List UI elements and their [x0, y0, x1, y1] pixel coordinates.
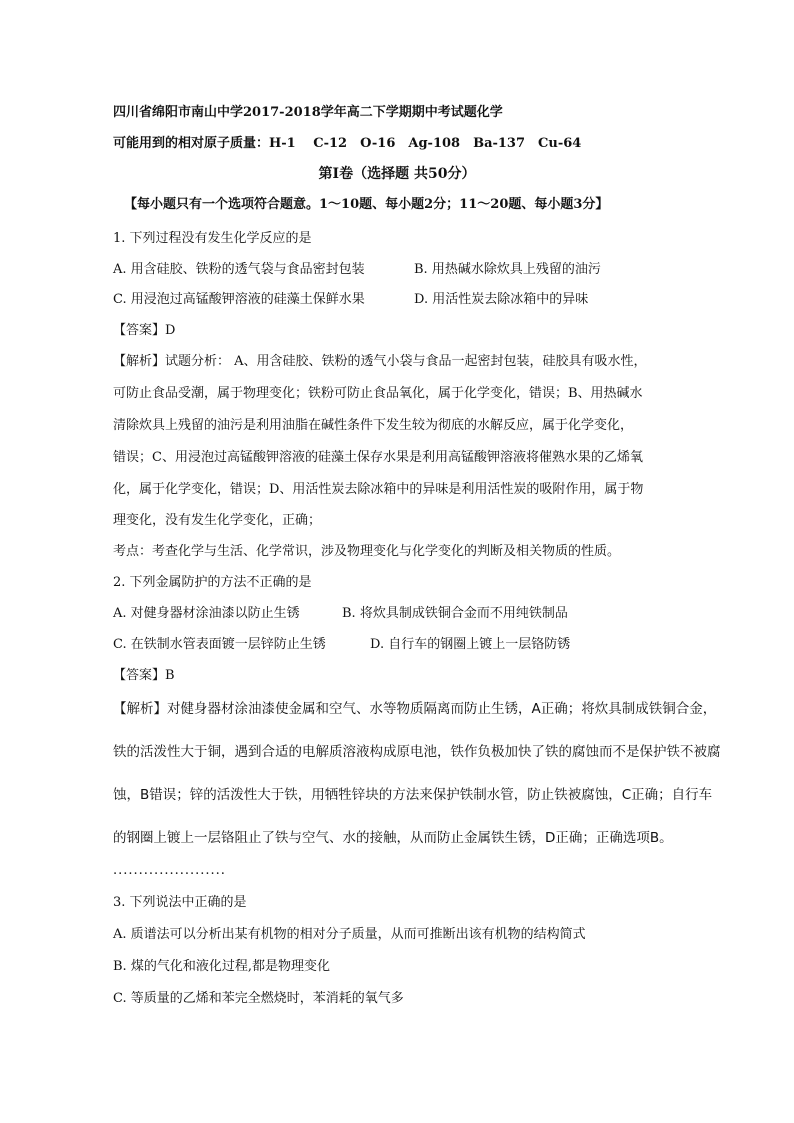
- section-title: 第Ⅰ卷（选择题 共50分）: [318, 166, 476, 182]
- q3-option-b: B. 煤的气化和液化过程,都是物理变化: [113, 959, 330, 974]
- q1-analysis-line: 理变化，没有发生化学变化，正确；: [113, 513, 322, 528]
- q1-analysis-line: 清除炊具上残留的油污是利用油脂在碱性条件下发生较为彻底的水解反应，属于化学变化，: [113, 418, 634, 433]
- q2-option-d: D. 自行车的钢圈上镀上一层铬防锈: [370, 637, 571, 652]
- q1-kaodian: 考点：考查化学与生活、化学常识，涉及物理变化与化学变化的判断及相关物质的性质。: [113, 544, 621, 559]
- q3-option-a: A. 质谱法可以分析出某有机物的相对分子质量，从而可推断出该有机物的结构简式: [113, 927, 586, 942]
- q1-analysis-line: 化，属于化学变化，错误；D、用活性炭去除冰箱中的异味是利用活性炭的吸附作用，属于物: [113, 482, 644, 497]
- q2-stem: 2. 下列金属防护的方法不正确的是: [113, 575, 312, 590]
- q2-analysis-line: 的钢圈上镀上一层铬阻止了铁与空气、水的接触，从而防止金属铁生锈，D正确；正确选项B。: [113, 830, 673, 846]
- q3-option-c: C. 等质量的乙烯和苯完全燃烧时，苯消耗的氧气多: [113, 991, 404, 1006]
- q2-option-b: B. 将炊具制成铁铜合金而不用纯铁制品: [342, 606, 568, 621]
- q1-analysis-line: 【解析】试题分析： A、用含硅胶、铁粉的透气小袋与食品一起密封包装，硅胶具有吸水性，: [113, 354, 647, 369]
- q1-analysis-line: 错误；C、用浸泡过高锰酸钾溶液的硅藻土保存水果是利用高锰酸钾溶液将催熟水果的乙烯氧: [113, 450, 643, 465]
- q1-option-c: C. 用浸泡过高锰酸钾溶液的硅藻土保鲜水果: [113, 292, 365, 307]
- separator-dots: ......................: [113, 863, 226, 878]
- q1-option-a: A. 用含硅胶、铁粉的透气袋与食品密封包装: [113, 262, 365, 277]
- q2-option-c: C. 在铁制水管表面镀一层锌防止生锈: [113, 637, 326, 652]
- q1-stem: 1. 下列过程没有发生化学反应的是: [113, 231, 312, 246]
- q1-analysis-line: 可防止食品受潮，属于物理变化；铁粉可防止食品氧化，属于化学变化，错误；B、用热碱水: [113, 386, 643, 401]
- q1-option-b: B. 用热碱水除炊具上残留的油污: [414, 262, 601, 277]
- q2-analysis-line: 蚀，B错误；锌的活泼性大于铁，用牺牲锌块的方法来保护铁制水管，防止铁被腐蚀，C正确；自行车: [113, 787, 713, 803]
- q2-answer: 【答案】B: [113, 668, 175, 683]
- atomic-masses: 可能用到的相对原子质量：H-1 C-12 O-16 Ag-108 Ba-137 Cu-64: [113, 136, 582, 151]
- q1-answer: 【答案】D: [113, 323, 176, 338]
- q2-analysis-line: 【解析】对健身器材涂油漆使金属和空气、水等物质隔离而防止生锈，A正确；将炊具制成铁铜合金，: [113, 701, 717, 717]
- q2-analysis-line: 铁的活泼性大于铜，遇到合适的电解质溶液构成原电池，铁作负极加快了铁的腐蚀而不是保护铁不被腐: [113, 744, 721, 760]
- q3-stem: 3. 下列说法中正确的是: [113, 895, 247, 910]
- section-instruction: 【每小题只有一个选项符合题意。1～10题、每小题2分；11～20题、每小题3分】: [124, 197, 609, 212]
- q1-option-d: D. 用活性炭去除冰箱中的异味: [414, 292, 589, 307]
- document-title: 四川省绵阳市南山中学2017-2018学年高二下学期期中考试题化学: [113, 105, 503, 120]
- q2-option-a: A. 对健身器材涂油漆以防止生锈: [113, 606, 300, 621]
